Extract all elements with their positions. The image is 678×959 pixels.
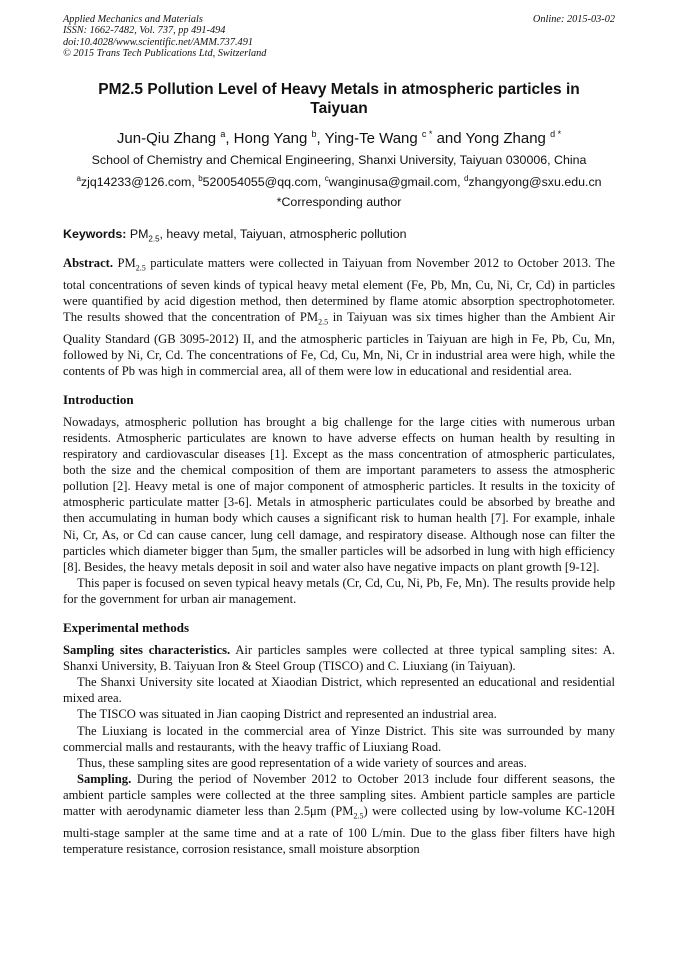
abstract-pm: PM (117, 256, 136, 271)
journal-header (63, 14, 615, 60)
introduction-heading: Introduction (63, 391, 134, 407)
sampling-label: Sampling. (77, 771, 132, 786)
paper-title: PM2.5 Pollution Level of Heavy Metals in atmospheric particles in Taiyuan (98, 80, 580, 117)
abstract-text-2: in Taiyuan was six times higher than the Ambient Air Quality Standard (GB 3095-2012) II, and the atmospheric particles in Taiyuan are high in Fe, Pb, Cu, Mn, followed by Ni, Cr, Cd. The concentrations of Fe, Cd, Cu, Mn, Ni, Cr in industrial area were high, while the contents of Pb was high in commercial area, all of them were low in educational and residential area. (63, 310, 615, 378)
paper-page (63, 14, 615, 857)
issn-line: ISSN: 1662-7482, Vol. 737, pp 491-494 (63, 25, 226, 37)
abstract-pm-sub-2: 2.5 (318, 317, 329, 327)
email-mark: b (198, 173, 203, 183)
online-date: Online: 2015-03-02 (532, 14, 615, 25)
email-link[interactable]: 520054055@qq.com (202, 174, 318, 189)
affiliation: School of Chemistry and Chemical Engineering, Shanxi University, Taiyuan 030006, China (91, 152, 587, 167)
email-list: $^a$zjq14233@126.com, $^b$520054055@qq.com, $^c$wanginusa@gmail.com, $^d$zhangyong@sxu.edu.cn (76, 173, 602, 189)
author-list: Jun-Qiu Zhang $^a$, Hong Yang $^b$, Ying-Te Wang $^{c *}$ and Yong Zhang $^{d *}$ (116, 128, 562, 147)
author-mark: a (220, 128, 226, 139)
corresponding-note: *Corresponding author (276, 194, 402, 209)
abstract (63, 255, 615, 379)
sites-summary-paragraph: Thus, these sampling sites are good representation of a wide variety of sources and areas. (77, 755, 527, 770)
sampling-sites-label: Sampling sites characteristics. (63, 643, 231, 658)
introduction-paragraph-2: This paper is focused on seven typical heavy metals (Cr, Cd, Cu, Ni, Pb, Fe, Mn). The results provide help for the government for urban air management. (63, 575, 615, 606)
email-link[interactable]: zjq14233@126.com (80, 174, 192, 189)
abstract-text-1: particulate matters were collected in Taiyuan from November 2012 to October 2013. The total concentrations of seven kinds of typical heavy metal element (Fe, Pb, Mn, Cu, Ni, Cr, Cd) in particles were quantified by acid digestion method, then determined by flame atomic absorption spectrophotometer. The results showed that the concentration of (63, 256, 616, 325)
introduction-paragraph-1: Nowadays, atmospheric pollution has brought a big challenge for the large cities with numerous urban residents. Atmospheric particulates are known to have adverse effects on human health by resulting in respiratory and cardiovascular diseases [1]. Except as the mass concentration of atmospheric particulates, both the size and the chemical composition of them are important parameters to assess the atmospheric pollution [2]. Heavy metal is one of major component of atmospheric particles. It results in the toxicity of atmospheric particulate matter [3-6]. Metals in atmospheric particulates could be absorbed by breathe and then accumulating in human body which causes a significant risk to human health [7]. For example, inhale Ni, Cr, As, or Cd can cause cancer, lung cell damage, and respiratory disease. Although nose can filter the particles which diameter bigger than 5μm, the smaller particles will be adsorbed in lung with high efficiency [8]. Besides, the heavy metals deposit in soil and water also have negative impacts on plant growth [9-12]. (63, 414, 615, 574)
abstract-label: Abstract. (63, 256, 114, 271)
sampling-text-1: During the period of November 2012 to October 2013 include four different seasons, the ambient particle samples were collected at the three sampling sites. Ambient particle samples are particle matter with aerodynamic diameter less than 2.5μm (PM (63, 771, 615, 818)
author-name: Yong Zhang (465, 129, 546, 147)
sampling-sites-text: Air particles samples were collected at three typical sampling sites: A. Shanxi University, B. Taiyuan Iron & Steel Group (TISCO) and C. Liuxiang (in Taiyuan). (63, 643, 615, 674)
copyright-line: © 2015 Trans Tech Publications Ltd, Switzerland (63, 48, 267, 60)
author-mark: d * (550, 128, 562, 139)
sampling-sites-paragraph (63, 642, 615, 674)
authors-and: and (436, 129, 462, 147)
keywords-rest: , heavy metal, Taiyuan, atmospheric pollution (159, 226, 407, 241)
methods-heading: Experimental methods (63, 620, 190, 636)
email-mark: a (76, 173, 81, 183)
author-name: Jun-Qiu Zhang (116, 129, 217, 147)
keyword-pm: PM (129, 226, 149, 241)
sampling-text-2: ) were collected using by low-volume KC-120H multi-stage sampler at the same time and at a rate of 100 L/min. Due to the glass fiber filters have high temperature resistance, corrosion resistance, small moisture absorption (63, 803, 615, 856)
tisco-site-paragraph: The TISCO was situated in Jian caoping District and represented an industrial area. (77, 707, 497, 722)
author-name: Hong Yang (233, 129, 308, 147)
email-link[interactable]: wanginusa@gmail.com (328, 174, 458, 189)
author-mark: b (311, 128, 317, 139)
author-name: Ying-Te Wang (324, 129, 418, 147)
liuxiang-site-paragraph: The Liuxiang is located in the commercial area of Yinze District. This site was surrounded by many commercial malls and restaurants, with the heavy traffic of Liuxiang Road. (63, 723, 615, 754)
abstract-pm-sub: 2.5 (135, 263, 146, 273)
sampling-pm-sub: 2.5 (353, 811, 364, 821)
shanxi-site-paragraph: The Shanxi University site located at Xiaodian District, which represented an educational and residential mixed area. (63, 675, 615, 706)
sampling-paragraph (63, 771, 615, 857)
journal-name: Applied Mechanics and Materials (63, 14, 203, 25)
email-mark: c (324, 173, 329, 183)
keywords (63, 227, 615, 243)
email-mark: d (463, 173, 469, 183)
email-link[interactable]: zhangyong@sxu.edu.cn (468, 174, 602, 189)
keyword-pm-sub: 2.5 (148, 234, 160, 244)
doi-line: doi:10.4028/www.scientific.net/AMM.737.491 (63, 36, 253, 48)
keywords-label: Keywords: (63, 226, 127, 241)
abstract-pm-2: PM (299, 310, 319, 325)
author-mark: c * (421, 128, 433, 139)
